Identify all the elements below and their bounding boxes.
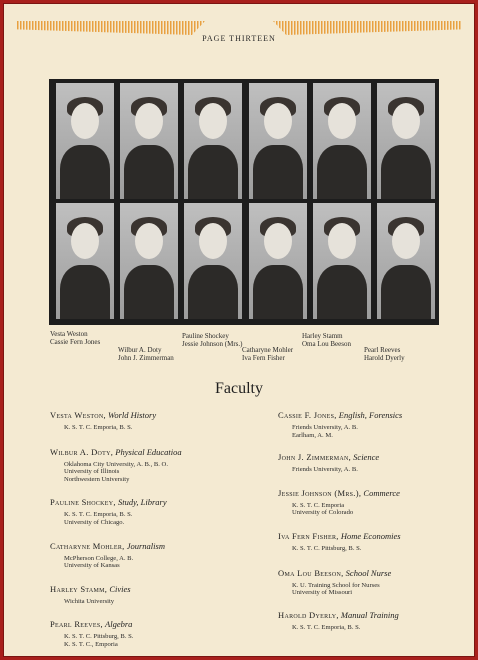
portrait-body	[253, 145, 303, 199]
faculty-name-line	[278, 452, 473, 462]
portrait-head	[71, 223, 99, 259]
faculty-subject: English, Forensics	[338, 410, 403, 420]
portrait-head	[392, 223, 420, 259]
faculty-name: Vesta Weston,	[50, 410, 106, 420]
photo-caption: Wilbur A. Doty	[118, 346, 162, 354]
portrait-head	[135, 103, 163, 139]
portrait-photo	[377, 203, 435, 319]
photo-caption: Jessie Johnson (Mrs.)	[182, 340, 243, 348]
photo-caption: Harley Stamm	[302, 332, 343, 340]
faculty-degrees	[278, 582, 473, 597]
faculty-name: Harley Stamm,	[50, 583, 108, 594]
degree-line: Friends University, A. B.	[292, 466, 358, 474]
degree-line: Friends University, A. B.	[292, 424, 358, 431]
yearbook-page	[3, 3, 475, 657]
faculty-name: Wilbur A. Doty,	[50, 446, 114, 457]
faculty-subject: Physical Educatioa	[115, 446, 182, 457]
faculty-subject: Civies	[109, 583, 131, 594]
faculty-degrees	[50, 598, 245, 606]
portrait-head	[199, 103, 227, 139]
degree-line: University of Illinois	[64, 468, 120, 476]
portrait-head	[264, 223, 292, 259]
portrait-photo	[249, 203, 307, 319]
degree-line: McPherson College, A. B.	[64, 554, 134, 562]
faculty-entry	[50, 541, 245, 570]
portrait-head	[392, 103, 420, 139]
faculty-entry	[278, 531, 473, 553]
faculty-name: Iva Fern Fisher,	[278, 530, 339, 541]
faculty-subject: Science	[353, 452, 380, 463]
photo-caption: Harold Dyerly	[364, 354, 405, 362]
portrait-head	[71, 103, 99, 139]
faculty-name-line	[278, 410, 473, 420]
faculty-name-line	[50, 497, 245, 507]
degree-line: K. S. T. C. Emporia, B. S.	[292, 623, 361, 631]
faculty-name: Catharyne Mohler,	[50, 540, 125, 551]
faculty-entry	[50, 584, 245, 606]
faculty-degrees	[50, 633, 245, 648]
degree-line: University of Colorado	[292, 509, 354, 517]
faculty-name: Oma Lou Beeson,	[278, 567, 344, 578]
faculty-name-line	[278, 610, 473, 620]
faculty-entry	[278, 488, 473, 517]
faculty-entry	[50, 497, 245, 526]
faculty-subject: Journalism	[126, 540, 165, 551]
degree-line: K. U. Training School for Nurses	[292, 581, 380, 589]
faculty-name: Cassie F. Jones,	[278, 410, 337, 420]
portrait-body	[124, 145, 174, 199]
portrait-photo	[249, 83, 307, 199]
degree-line: Northwestern University	[64, 475, 130, 483]
faculty-entry	[278, 568, 473, 597]
faculty-degrees	[278, 545, 473, 553]
faculty-subject: Study, Library	[117, 497, 167, 508]
degree-line: K. S. T. C. Pittsburg, B. S.	[292, 544, 362, 552]
degree-line: K. S. T. C. Emporia, B. S.	[64, 511, 133, 519]
faculty-degrees	[50, 424, 245, 432]
portrait-head	[328, 103, 356, 139]
portrait-body	[253, 265, 303, 319]
faculty-name: Pauline Shockey,	[50, 497, 116, 508]
photo-caption: Iva Fern Fisher	[242, 354, 285, 362]
degree-line: K. S. T. C. Emporia	[292, 501, 345, 509]
faculty-entry	[50, 410, 245, 432]
portrait-photo	[56, 83, 114, 199]
portrait-body	[188, 145, 238, 199]
faculty-degrees	[50, 511, 245, 526]
faculty-entry	[278, 410, 473, 439]
faculty-entry	[278, 610, 473, 632]
portrait-photo	[120, 203, 178, 319]
portrait-head	[264, 103, 292, 139]
faculty-subject: World History	[108, 410, 157, 420]
portrait-head	[199, 223, 227, 259]
faculty-subject: Manual Training	[340, 609, 399, 620]
faculty-entry	[50, 619, 245, 648]
faculty-subject: Home Economies	[340, 530, 401, 541]
section-title: Faculty	[215, 380, 263, 397]
degree-line: Oklahoma City University, A. B., B. O.	[64, 460, 168, 468]
portrait-photo	[120, 83, 178, 199]
degree-line: Earlham, A. M.	[292, 431, 333, 439]
faculty-name: Pearl Reeves,	[50, 619, 103, 630]
faculty-entry	[278, 452, 473, 474]
photo-caption: Pauline Shockey	[182, 332, 229, 340]
degree-line: University of Kansas	[64, 562, 120, 570]
header-ornament-left	[17, 21, 205, 35]
portrait-body	[317, 145, 367, 199]
faculty-name: Jessie Johnson (Mrs.),	[278, 487, 362, 498]
portrait-photo	[184, 83, 242, 199]
portrait-photo	[313, 203, 371, 319]
portrait-body	[381, 265, 431, 319]
faculty-name-line	[50, 410, 245, 420]
degree-line: K. S. T. C. Emporia, B. S.	[64, 424, 133, 431]
faculty-entry	[50, 447, 245, 484]
faculty-name-line	[50, 447, 245, 457]
portrait-photo	[377, 83, 435, 199]
faculty-degrees	[278, 502, 473, 517]
photo-caption: Cassie Fern Jones	[50, 338, 101, 346]
faculty-subject: Commerce	[363, 487, 400, 498]
portrait-body	[381, 145, 431, 199]
portrait-photo	[313, 83, 371, 199]
faculty-degrees	[50, 555, 245, 570]
faculty-name: Harold Dyerly,	[278, 609, 339, 620]
faculty-list-right	[278, 410, 473, 631]
faculty-name: John J. Zimmerman,	[278, 452, 352, 463]
photo-caption: Oma Lou Beeson	[302, 340, 351, 348]
portrait-photo	[56, 203, 114, 319]
faculty-list-left	[50, 410, 245, 649]
portrait-body	[124, 265, 174, 319]
degree-line: K. S. T. C., Emporia	[64, 640, 118, 648]
faculty-degrees	[50, 461, 245, 484]
faculty-name-line	[50, 541, 245, 551]
degree-line: Wichita University	[64, 597, 115, 605]
faculty-name-line	[50, 584, 245, 594]
faculty-name-line	[278, 568, 473, 578]
faculty-degrees	[278, 624, 473, 632]
page-number: PAGE THIRTEEN	[202, 34, 276, 43]
photo-caption: John J. Zimmerman	[118, 354, 174, 362]
photo-caption: Catharyne Mohler	[242, 346, 294, 354]
faculty-photo-grid	[49, 79, 439, 325]
degree-line: University of Missouri	[292, 589, 353, 597]
photo-captions	[50, 330, 450, 364]
photo-caption: Pearl Reeves	[364, 346, 401, 354]
faculty-name-line	[50, 619, 245, 629]
faculty-name-line	[278, 488, 473, 498]
portrait-photo	[184, 203, 242, 319]
faculty-degrees	[278, 424, 473, 439]
portrait-body	[60, 145, 110, 199]
portrait-body	[317, 265, 367, 319]
photo-caption: Vesta Weston	[50, 330, 88, 338]
faculty-name-line	[278, 531, 473, 541]
degree-line: University of Chicago.	[64, 518, 125, 526]
degree-line: K. S. T. C. Pittsburg, B. S.	[64, 633, 134, 641]
portrait-head	[328, 223, 356, 259]
faculty-subject: School Nurse	[345, 567, 392, 578]
faculty-subject: Algebra	[105, 619, 133, 630]
portrait-head	[135, 223, 163, 259]
header-ornament-right	[273, 21, 461, 35]
faculty-degrees	[278, 466, 473, 474]
portrait-body	[188, 265, 238, 319]
portrait-body	[60, 265, 110, 319]
